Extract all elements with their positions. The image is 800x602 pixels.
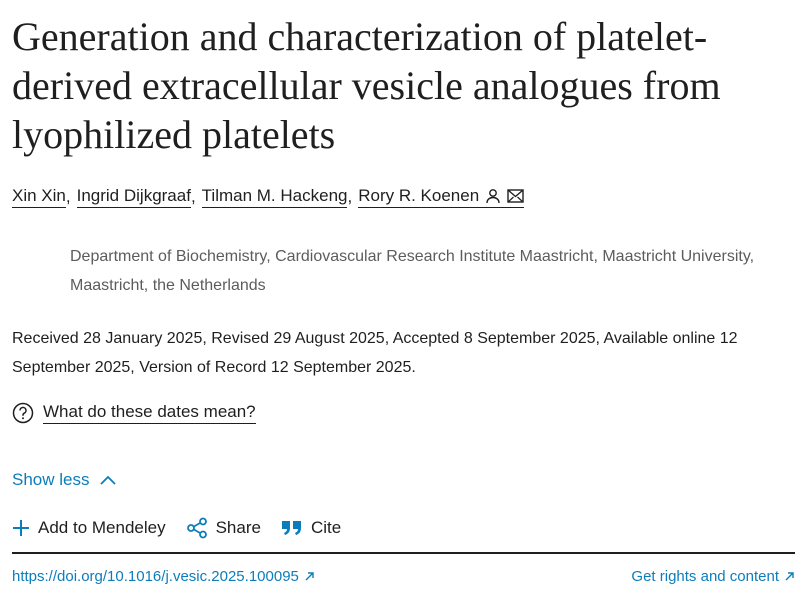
chevron-up-icon <box>99 474 117 486</box>
author-link[interactable]: Xin Xin <box>12 186 66 208</box>
corresponding-author-link[interactable] <box>358 186 524 208</box>
add-to-mendeley-label: Add to Mendeley <box>38 518 166 537</box>
share-label: Share <box>215 518 261 537</box>
author-separator: , <box>190 187 196 206</box>
person-icon <box>485 188 501 204</box>
doi-link[interactable] <box>12 568 315 585</box>
author-name: Rory R. Koenen <box>358 186 480 205</box>
divider <box>12 552 795 554</box>
share-icon <box>186 517 208 539</box>
dates-help-link[interactable]: What do these dates mean? <box>43 402 256 424</box>
show-less-toggle[interactable] <box>12 470 117 490</box>
share-button[interactable] <box>186 517 261 539</box>
article-title: Generation and characterization of platelet-derived extracellular vesicle analogues from lyophilized platelets <box>12 14 721 157</box>
question-circle-icon <box>12 402 34 424</box>
author-list <box>12 186 524 208</box>
rights-text: Get rights and content <box>631 568 779 585</box>
author-affiliation: Department of Biochemistry, Cardiovascular Research Institute Maastricht, Maastricht University, Maastricht, the Netherlands <box>70 248 755 294</box>
add-to-mendeley-button[interactable] <box>12 518 166 538</box>
external-arrow-icon <box>304 571 315 582</box>
external-arrow-icon <box>784 571 795 582</box>
rights-link[interactable] <box>631 568 795 585</box>
envelope-icon <box>507 189 524 203</box>
show-less-label: Show less <box>12 470 90 489</box>
author-link[interactable]: Ingrid Dijkgraaf <box>77 186 191 208</box>
dates-help <box>12 402 256 424</box>
doi-text: https://doi.org/10.1016/j.vesic.2025.100095 <box>12 568 299 585</box>
author-link[interactable]: Tilman M. Hackeng <box>202 186 348 208</box>
author-separator: , <box>347 187 353 206</box>
article-actions <box>12 517 341 539</box>
cite-button[interactable] <box>281 518 341 538</box>
publication-dates: Received 28 January 2025, Revised 29 August 2025, Accepted 8 September 2025, Available online 12 September 2025, Version of Record 12 September 2025. <box>12 330 738 376</box>
cite-label: Cite <box>310 518 342 537</box>
author-separator: , <box>65 187 71 206</box>
quote-icon <box>281 519 303 537</box>
plus-icon <box>12 519 30 537</box>
